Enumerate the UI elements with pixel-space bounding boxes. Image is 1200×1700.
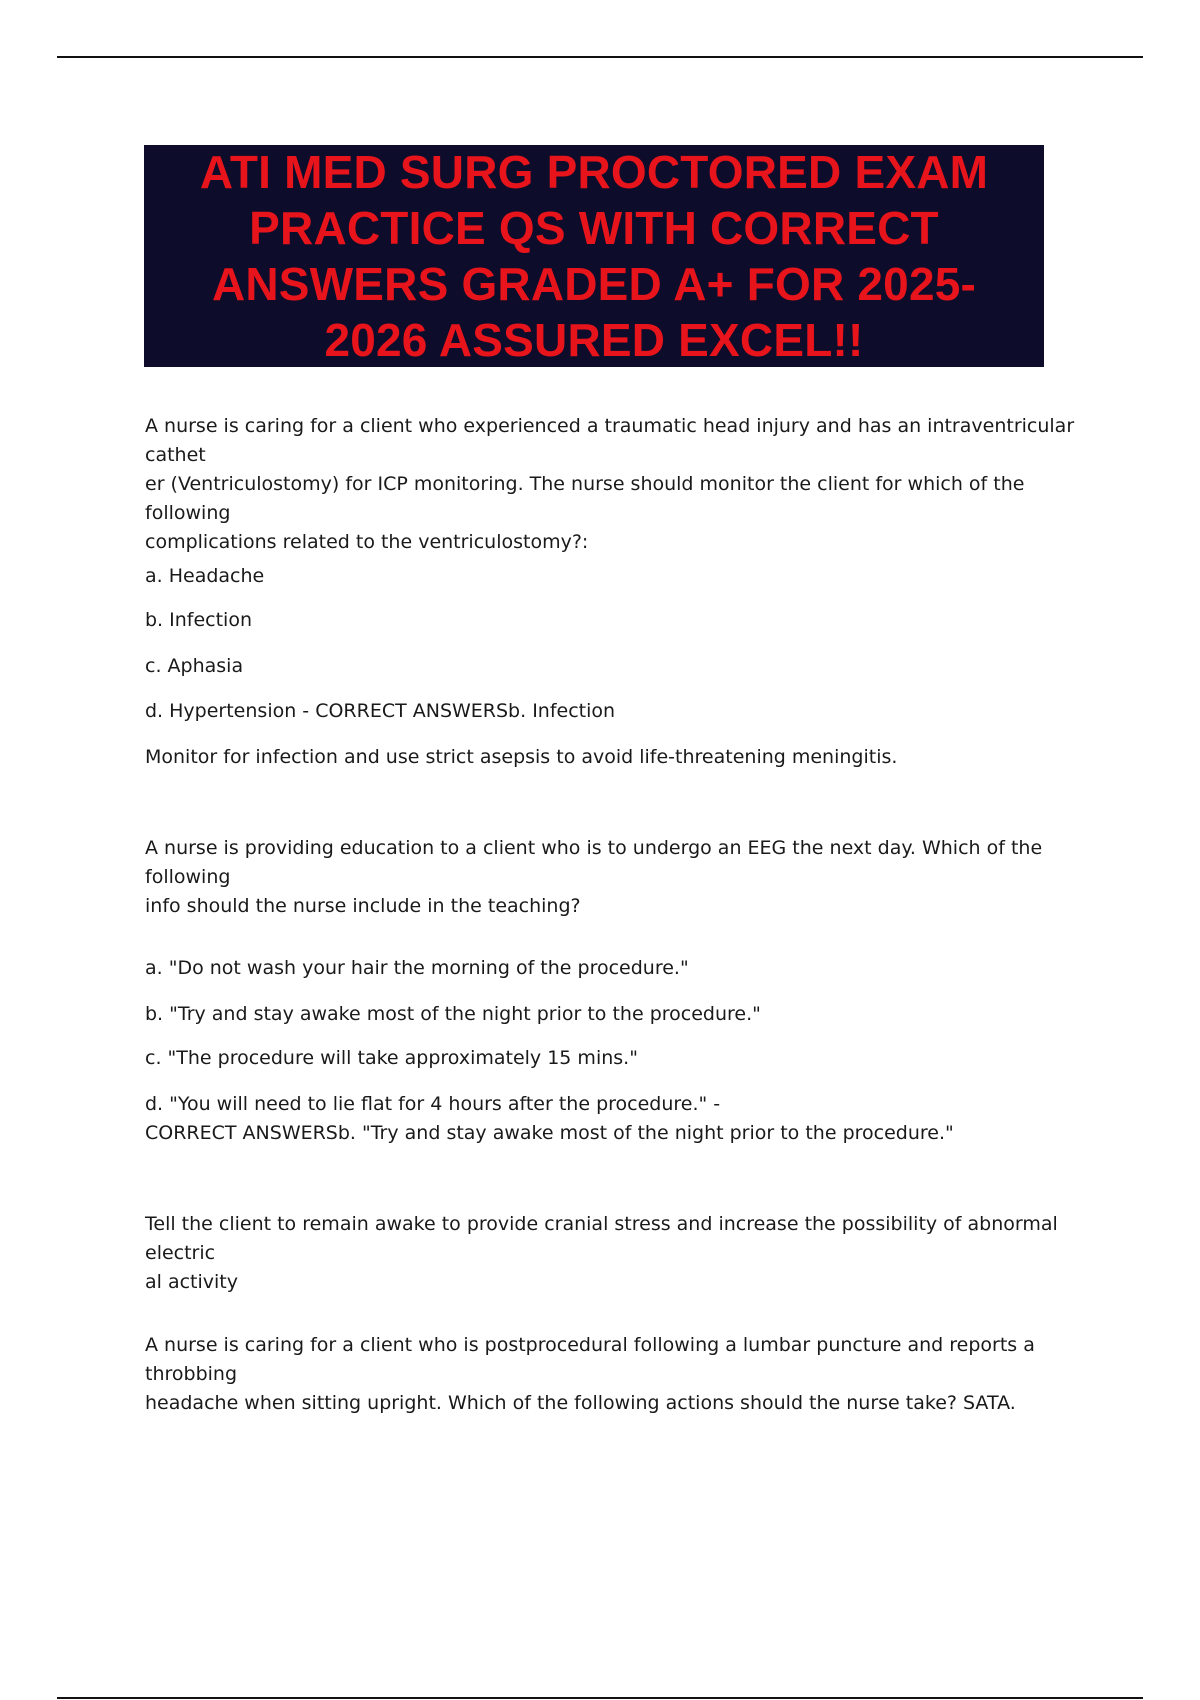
- question-3-stem: A nurse is caring for a client who is postprocedural following a lumbar puncture and reports a throbbing headache when sitting upright. Which of the following actions should the nurse take? SATA.: [145, 1334, 1035, 1414]
- question-1-option-c: c. Aphasia: [145, 655, 244, 677]
- question-2-option-b: b. "Try and stay awake most of the night prior to the procedure.": [145, 1003, 761, 1025]
- question-1-rationale: Monitor for infection and use strict asepsis to avoid life-threatening meningitis.: [145, 746, 898, 768]
- bottom-rule: [57, 1697, 1143, 1699]
- question-2-rationale: Tell the client to remain awake to provide cranial stress and increase the possibility of abnormal electric al activity: [145, 1213, 1058, 1293]
- document-title: ATI MED SURG PROCTORED EXAM PRACTICE QS WITH CORRECT ANSWERS GRADED A+ FOR 2025-2026 ASSURED EXCEL!!: [199, 146, 989, 366]
- top-rule: [57, 56, 1143, 58]
- title-banner: [144, 145, 1044, 367]
- question-1-stem: A nurse is caring for a client who experienced a traumatic head injury and has an intraventricular cathet er (Ventriculostomy) for ICP monitoring. The nurse should monitor the client for which of the following complications related to the ventriculostomy?:: [145, 415, 1075, 553]
- question-1-option-d: d. Hypertension - CORRECT ANSWERSb. Infection: [145, 700, 616, 722]
- question-2-option-d: d. "You will need to lie flat for 4 hours after the procedure." - CORRECT ANSWERSb. "Try and stay awake most of the night prior to the procedure.": [145, 1093, 954, 1144]
- question-2-stem: A nurse is providing education to a client who is to undergo an EEG the next day. Which of the following info should the nurse include in the teaching?: [145, 837, 1043, 917]
- question-1-option-a: a. Headache: [145, 565, 265, 587]
- question-1-option-b: b. Infection: [145, 609, 253, 631]
- question-2-option-a: a. "Do not wash your hair the morning of the procedure.": [145, 957, 689, 979]
- question-2-option-c: c. "The procedure will take approximately 15 mins.": [145, 1047, 638, 1069]
